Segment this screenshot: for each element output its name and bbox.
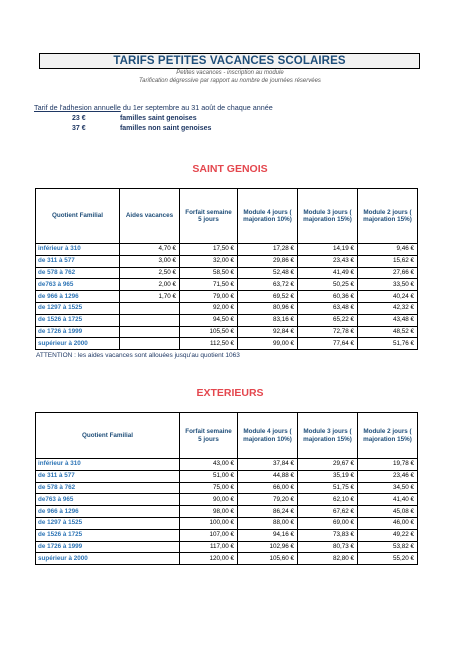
- module-2-cell: 49,22 €: [358, 529, 418, 541]
- quotient-cell: de 1726 à 1999: [36, 326, 120, 338]
- adhesion-label: Tarif de l'adhesion annuelle: [34, 103, 121, 112]
- adhesion-price-label: familles saint genoises: [119, 115, 197, 122]
- aides-cell: 1,70 €: [120, 291, 180, 303]
- quotient-cell: de 578 à 762: [36, 267, 120, 279]
- aides-cell: [120, 326, 180, 338]
- module-4-cell: 94,16 €: [238, 529, 298, 541]
- module-4-cell: 66,00 €: [238, 482, 298, 494]
- forfait-cell: 120,00 €: [180, 553, 238, 565]
- module-4-cell: 44,88 €: [238, 470, 298, 482]
- forfait-cell: 100,00 €: [180, 517, 238, 529]
- module-4-cell: 79,20 €: [238, 494, 298, 506]
- quotient-cell: de 311 à 577: [36, 470, 180, 482]
- forfait-cell: 71,50 €: [180, 279, 238, 291]
- module-3-cell: 77,64 €: [298, 338, 358, 350]
- section-title-exterieurs: EXTERIEURS: [196, 387, 264, 399]
- adhesion-price-label: familles non saint genoises: [119, 125, 212, 132]
- table-row: [36, 279, 418, 291]
- header-forfait: Forfait semaine 5 jours: [180, 413, 238, 459]
- module-4-cell: 83,16 €: [238, 314, 298, 326]
- module-3-cell: 65,22 €: [298, 314, 358, 326]
- header-module-4: Module 4 jours ( majoration 10%): [238, 413, 298, 459]
- table-row: [36, 255, 418, 267]
- table-row: [36, 494, 418, 506]
- subtitle-tarification: Tarification dégressive par rapport au nombre de journées réservées: [139, 78, 321, 84]
- table-row: [36, 244, 418, 256]
- header-quotient-familial: Quotient Familial: [36, 413, 180, 459]
- module-2-cell: 41,40 €: [358, 494, 418, 506]
- module-4-cell: 63,72 €: [238, 279, 298, 291]
- aides-cell: [120, 314, 180, 326]
- aides-cell: 3,00 €: [120, 255, 180, 267]
- module-2-cell: 27,66 €: [358, 267, 418, 279]
- module-3-cell: 29,67 €: [298, 459, 358, 471]
- module-4-cell: 37,84 €: [238, 459, 298, 471]
- header-quotient-familial: Quotient Familial: [36, 189, 120, 244]
- module-3-cell: 60,36 €: [298, 291, 358, 303]
- quotient-cell: de 1297 à 1525: [36, 302, 120, 314]
- module-2-cell: 15,62 €: [358, 255, 418, 267]
- aides-cell: 2,50 €: [120, 267, 180, 279]
- table-row: [36, 314, 418, 326]
- forfait-cell: 75,00 €: [180, 482, 238, 494]
- module-3-cell: 73,83 €: [298, 529, 358, 541]
- table-row: [36, 529, 418, 541]
- module-2-cell: 43,48 €: [358, 314, 418, 326]
- module-2-cell: 23,46 €: [358, 470, 418, 482]
- aides-cell: 4,70 €: [120, 244, 180, 256]
- tariff-table-exterieurs: [35, 412, 418, 565]
- forfait-cell: 112,50 €: [180, 338, 238, 350]
- module-3-cell: 82,80 €: [298, 553, 358, 565]
- quotient-cell: inférieur à 310: [36, 459, 180, 471]
- module-4-cell: 99,00 €: [238, 338, 298, 350]
- forfait-cell: 98,00 €: [180, 506, 238, 518]
- forfait-cell: 105,50 €: [180, 326, 238, 338]
- forfait-cell: 17,50 €: [180, 244, 238, 256]
- section-title-saint-genois: SAINT GENOIS: [192, 163, 268, 175]
- module-3-cell: 72,78 €: [298, 326, 358, 338]
- module-4-cell: 52,48 €: [238, 267, 298, 279]
- forfait-cell: 94,50 €: [180, 314, 238, 326]
- quotient-cell: de763 à 965: [36, 279, 120, 291]
- module-3-cell: 67,62 €: [298, 506, 358, 518]
- module-4-cell: 69,52 €: [238, 291, 298, 303]
- aides-cell: [120, 302, 180, 314]
- quotient-cell: supérieur à 2000: [36, 338, 120, 350]
- module-3-cell: 41,49 €: [298, 267, 358, 279]
- table-row: [36, 338, 418, 350]
- quotient-cell: de 578 à 762: [36, 482, 180, 494]
- table-row: [36, 267, 418, 279]
- module-4-cell: 86,24 €: [238, 506, 298, 518]
- module-2-cell: 53,82 €: [358, 541, 418, 553]
- table-row: [36, 506, 418, 518]
- header-forfait: Forfait semaine 5 jours: [180, 189, 238, 244]
- module-3-cell: 80,73 €: [298, 541, 358, 553]
- header-aides-vacances: Aides vacances: [120, 189, 180, 244]
- quotient-cell: de763 à 965: [36, 494, 180, 506]
- module-2-cell: 40,24 €: [358, 291, 418, 303]
- module-4-cell: 92,84 €: [238, 326, 298, 338]
- quotient-cell: de 1297 à 1525: [36, 517, 180, 529]
- adhesion-period: du 1er septembre au 31 août de chaque année: [120, 103, 273, 112]
- forfait-cell: 43,00 €: [180, 459, 238, 471]
- module-4-cell: 17,28 €: [238, 244, 298, 256]
- tariff-table-saint-genois: [35, 188, 418, 350]
- table-row: [36, 326, 418, 338]
- module-2-cell: 19,78 €: [358, 459, 418, 471]
- adhesion-info: [34, 103, 273, 112]
- adhesion-amount: 37 €: [72, 125, 86, 132]
- quotient-cell: supérieur à 2000: [36, 553, 180, 565]
- document-title: TARIFS PETITES VACANCES SCOLAIRES: [39, 53, 420, 69]
- header-module-4: Module 4 jours ( majoration 10%): [238, 189, 298, 244]
- module-3-cell: 14,19 €: [298, 244, 358, 256]
- module-2-cell: 55,20 €: [358, 553, 418, 565]
- adhesion-price-row: [72, 125, 211, 132]
- module-3-cell: 69,00 €: [298, 517, 358, 529]
- module-2-cell: 34,50 €: [358, 482, 418, 494]
- aides-cell: 2,00 €: [120, 279, 180, 291]
- quotient-cell: de 966 à 1296: [36, 506, 180, 518]
- quotient-cell: de 311 à 577: [36, 255, 120, 267]
- module-4-cell: 29,86 €: [238, 255, 298, 267]
- forfait-cell: 92,00 €: [180, 302, 238, 314]
- module-2-cell: 45,08 €: [358, 506, 418, 518]
- module-2-cell: 46,00 €: [358, 517, 418, 529]
- table-row: [36, 470, 418, 482]
- forfait-cell: 90,00 €: [180, 494, 238, 506]
- forfait-cell: 107,00 €: [180, 529, 238, 541]
- module-3-cell: 51,75 €: [298, 482, 358, 494]
- aides-cell: [120, 338, 180, 350]
- header-module-2: Module 2 jours ( majoration 15%): [358, 413, 418, 459]
- adhesion-price-row: [72, 115, 197, 122]
- module-4-cell: 80,96 €: [238, 302, 298, 314]
- quotient-cell: de 1526 à 1725: [36, 314, 120, 326]
- module-4-cell: 88,00 €: [238, 517, 298, 529]
- attention-note: ATTENTION : les aides vacances sont allouées jusqu'au quotient 1063: [36, 352, 240, 359]
- module-4-cell: 105,60 €: [238, 553, 298, 565]
- header-module-2: Module 2 jours ( majoration 15%): [358, 189, 418, 244]
- module-3-cell: 62,10 €: [298, 494, 358, 506]
- module-2-cell: 48,52 €: [358, 326, 418, 338]
- forfait-cell: 58,50 €: [180, 267, 238, 279]
- module-2-cell: 9,46 €: [358, 244, 418, 256]
- table-row: [36, 459, 418, 471]
- forfait-cell: 79,00 €: [180, 291, 238, 303]
- forfait-cell: 32,00 €: [180, 255, 238, 267]
- table-row: [36, 482, 418, 494]
- forfait-cell: 51,00 €: [180, 470, 238, 482]
- table-row: [36, 541, 418, 553]
- table-row: [36, 291, 418, 303]
- forfait-cell: 117,00 €: [180, 541, 238, 553]
- module-3-cell: 63,48 €: [298, 302, 358, 314]
- module-3-cell: 23,43 €: [298, 255, 358, 267]
- table-row: [36, 553, 418, 565]
- subtitle-inscription: Petites vacances - inscription au module: [176, 70, 284, 76]
- module-2-cell: 42,32 €: [358, 302, 418, 314]
- adhesion-amount: 23 €: [72, 115, 86, 122]
- quotient-cell: de 966 à 1296: [36, 291, 120, 303]
- module-2-cell: 33,50 €: [358, 279, 418, 291]
- module-2-cell: 51,76 €: [358, 338, 418, 350]
- header-module-3: Module 3 jours ( majoration 15%): [298, 413, 358, 459]
- quotient-cell: de 1526 à 1725: [36, 529, 180, 541]
- module-3-cell: 35,19 €: [298, 470, 358, 482]
- quotient-cell: inférieur à 310: [36, 244, 120, 256]
- quotient-cell: de 1726 à 1999: [36, 541, 180, 553]
- table-row: [36, 517, 418, 529]
- header-module-3: Module 3 jours ( majoration 15%): [298, 189, 358, 244]
- module-4-cell: 102,96 €: [238, 541, 298, 553]
- module-3-cell: 50,25 €: [298, 279, 358, 291]
- table-row: [36, 302, 418, 314]
